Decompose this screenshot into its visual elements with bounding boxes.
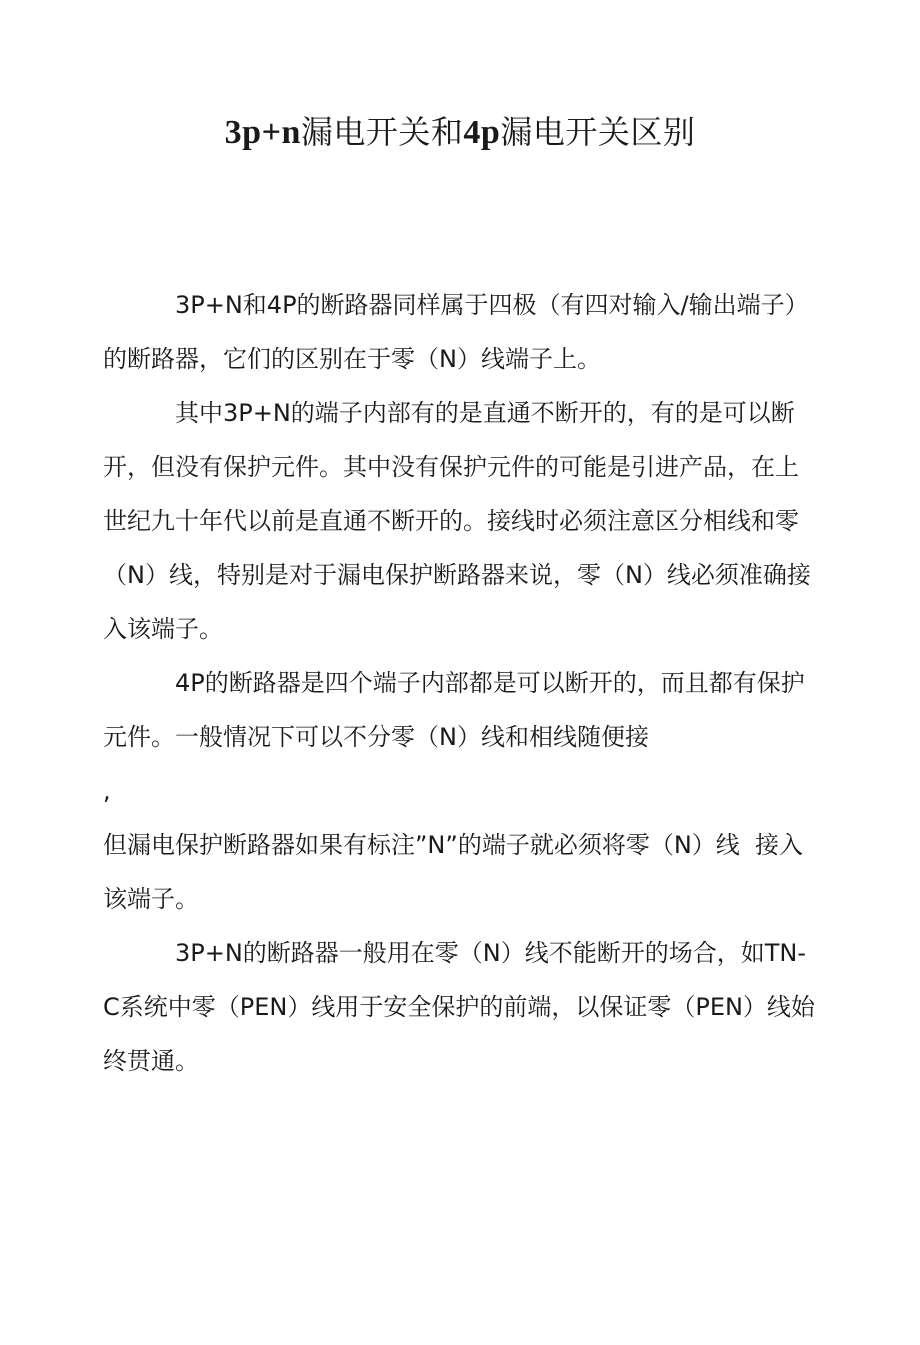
paragraph-4: 但漏电保护断路器如果有标注”N”的端子就必须将零（N）线 接入该端子。 (103, 831, 804, 913)
paragraph-stray-comma: , (103, 777, 111, 805)
document-title (0, 108, 920, 157)
paragraph-2: 其中3P+N的端子内部有的是直通不断开的，有的是可以断开，但没有保护元件。其中没有保护元件的可能是引进产品，在上世纪九十年代以前是直通不断开的。接线时必须注意区分相线和零（N）线，特别是对于漏电保护断路器来说，零（N）线必须准确接入该端子。 (103, 399, 811, 643)
title-part-cjk-2: 漏电开关区别 (500, 113, 696, 151)
paragraph-5: 3P+N的断路器一般用在零（N）线不能断开的场合，如TN-C系统中零（PEN）线用于安全保护的前端，以保证零（PEN）线始终贯通。 (103, 939, 815, 1075)
document-body (103, 278, 819, 1088)
title-part-latin-2: 4p (463, 114, 501, 151)
title-part-cjk-1: 漏电开关和 (300, 113, 464, 151)
paragraph-3: 4P的断路器是四个端子内部都是可以断开的，而且都有保护元件。一般情况下可以不分零（N）线和相线随便接 (103, 669, 805, 751)
title-part-latin-1: 3p+n (224, 114, 301, 151)
paragraph-1: 3P+N和4P的断路器同样属于四极（有四对输入/输出端子）的断路器，它们的区别在于零（N）线端子上。 (103, 291, 809, 373)
